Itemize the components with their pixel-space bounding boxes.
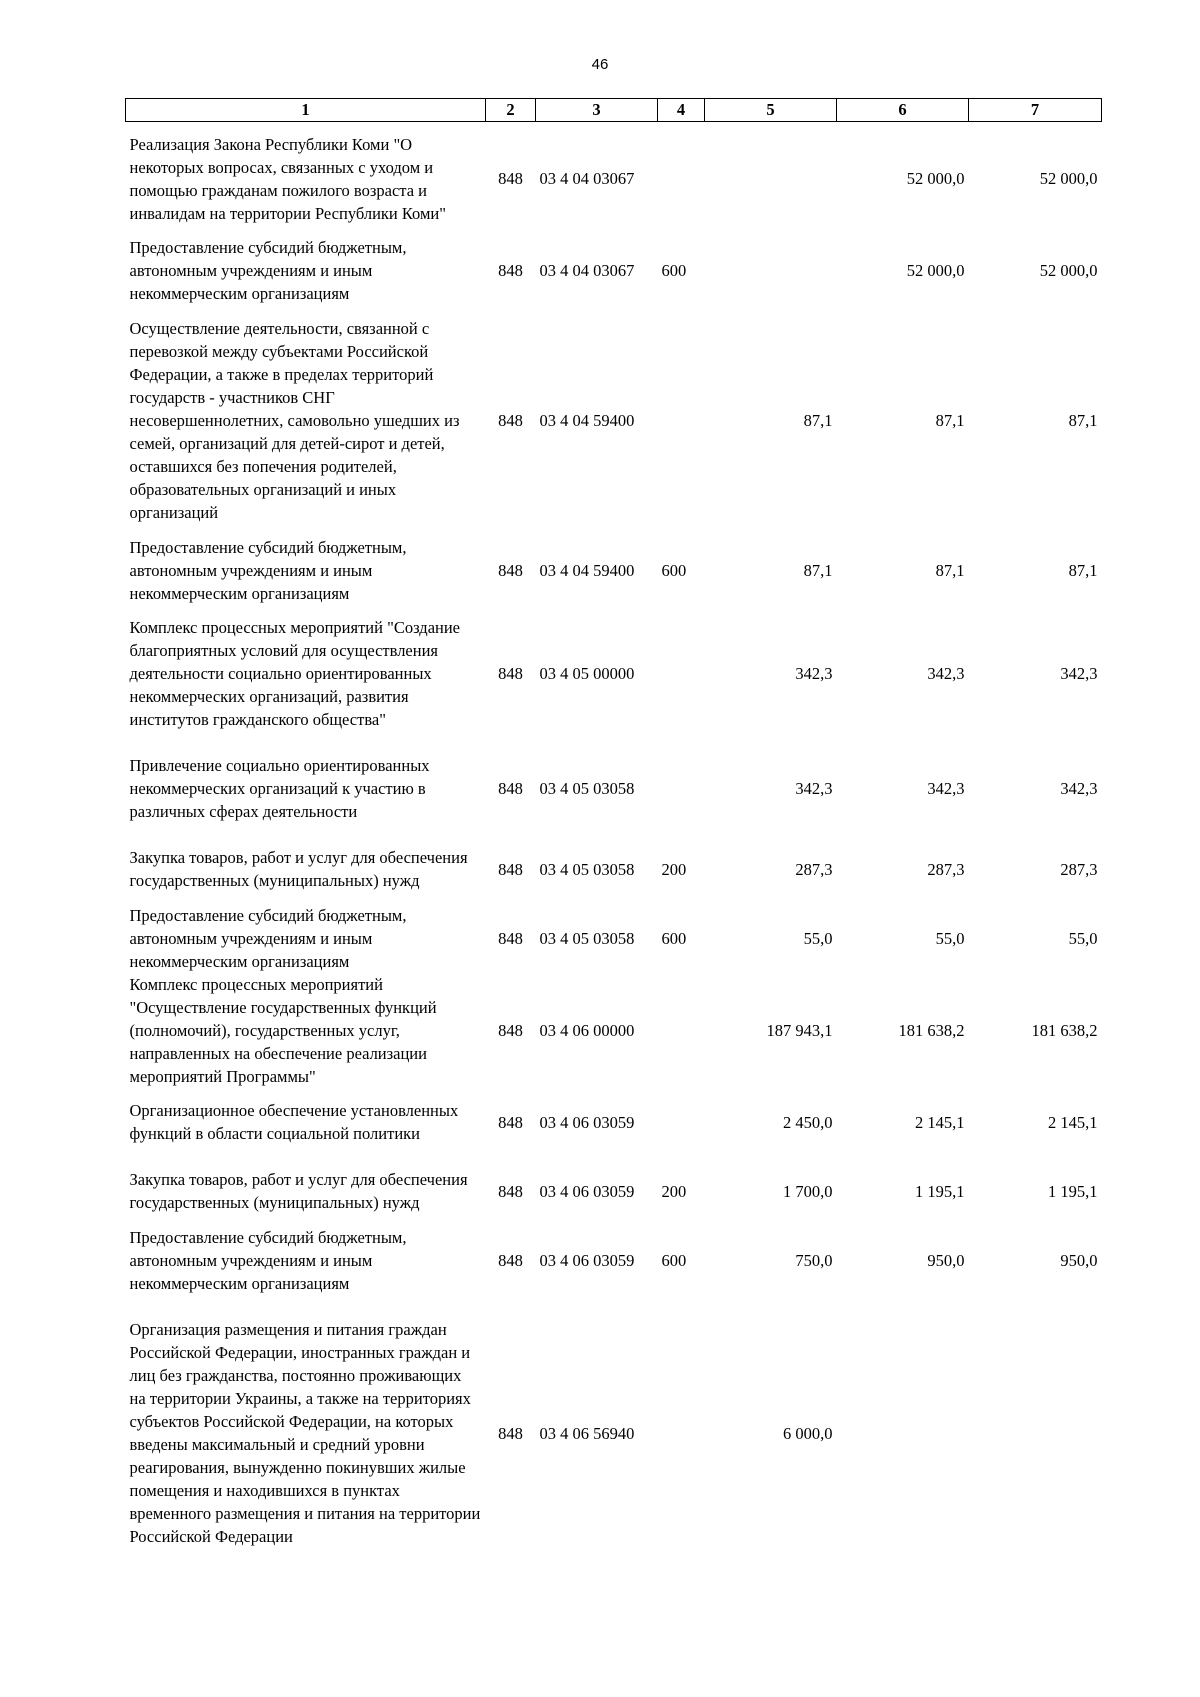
row-value-6: 181 638,2 bbox=[898, 1020, 965, 1040]
row-csr: 03 4 06 56940 bbox=[539, 1423, 635, 1443]
table-row bbox=[126, 1157, 1102, 1226]
row-value-7: 55,0 bbox=[1068, 928, 1098, 948]
table-row bbox=[126, 1088, 1102, 1157]
row-csr: 03 4 04 59400 bbox=[539, 560, 635, 580]
row-value-7: 1 195,1 bbox=[1048, 1181, 1098, 1201]
column-header: 4 bbox=[658, 99, 705, 122]
column-header: 3 bbox=[536, 99, 658, 122]
row-value-7: 950,0 bbox=[1060, 1250, 1098, 1270]
row-ved: 848 bbox=[498, 169, 523, 189]
row-vr bbox=[658, 1295, 705, 1572]
row-value-6: 55,0 bbox=[935, 928, 965, 948]
row-ved: 848 bbox=[498, 1423, 523, 1443]
row-csr: 03 4 06 03059 bbox=[539, 1181, 635, 1201]
row-value-5 bbox=[705, 236, 837, 305]
row-name: Закупка товаров, работ и услуг для обеспечения государственных (муниципальных) нужд bbox=[129, 1170, 468, 1212]
row-ved: 848 bbox=[498, 410, 523, 430]
table-row bbox=[126, 835, 1102, 904]
row-value-7: 342,3 bbox=[1060, 664, 1098, 683]
row-value-6: 87,1 bbox=[935, 560, 965, 580]
row-vr: 600 bbox=[661, 928, 687, 948]
row-vr bbox=[658, 1088, 705, 1157]
table-row bbox=[126, 1226, 1102, 1295]
budget-table bbox=[125, 98, 1102, 1572]
table-row bbox=[126, 536, 1102, 605]
row-ved: 848 bbox=[498, 1020, 523, 1040]
row-value-7: 52 000,0 bbox=[1039, 260, 1098, 280]
row-value-5: 287,3 bbox=[795, 859, 833, 879]
row-value-7 bbox=[969, 1295, 1102, 1572]
row-name: Организационное обеспечение установленных функций в области социальной политики bbox=[129, 1101, 459, 1143]
column-header: 1 bbox=[126, 99, 486, 122]
row-value-5: 87,1 bbox=[803, 560, 833, 580]
row-value-6: 52 000,0 bbox=[906, 169, 965, 189]
row-value-6: 342,3 bbox=[927, 779, 965, 798]
row-name: Предоставление субсидий бюджетным, автономным учреждениям и иным некоммерческим организациям bbox=[129, 905, 407, 971]
row-name: Предоставление субсидий бюджетным, автономным учреждениям и иным некоммерческим организациям bbox=[129, 1227, 407, 1293]
table-row bbox=[126, 236, 1102, 305]
row-value-7: 52 000,0 bbox=[1039, 169, 1098, 189]
row-vr bbox=[658, 973, 705, 1088]
row-value-7: 87,1 bbox=[1068, 410, 1098, 430]
row-csr: 03 4 05 03058 bbox=[539, 859, 635, 879]
row-name: Организация размещения и питания граждан Российской Федерации, иностранных граждан и лиц без гражданства, постоянно проживающих на территории Украины, а также на территориях субъектов Российской Федерации, на которых введены максимальный и средний уровни реагирования, вынужденно покинувших жилые помещения и находившихся в пунктах временного размещения и питания на территории Российской Федерации bbox=[129, 1320, 481, 1546]
row-ved: 848 bbox=[498, 1112, 523, 1132]
table-row bbox=[126, 1295, 1102, 1572]
row-csr: 03 4 04 03067 bbox=[539, 260, 635, 280]
table-row bbox=[126, 305, 1102, 536]
row-value-6: 1 195,1 bbox=[915, 1181, 965, 1201]
row-vr: 600 bbox=[661, 1250, 687, 1270]
row-csr: 03 4 05 03058 bbox=[539, 779, 635, 798]
row-csr: 03 4 06 00000 bbox=[539, 1020, 635, 1040]
row-value-6: 287,3 bbox=[927, 859, 965, 879]
row-value-6: 52 000,0 bbox=[906, 260, 965, 280]
row-value-5: 6 000,0 bbox=[783, 1423, 833, 1443]
row-value-7: 342,3 bbox=[1060, 779, 1098, 798]
row-vr: 600 bbox=[661, 260, 687, 280]
table-row bbox=[126, 605, 1102, 743]
row-name: Закупка товаров, работ и услуг для обеспечения государственных (муниципальных) нужд bbox=[129, 848, 468, 890]
row-ved: 848 bbox=[498, 1250, 523, 1270]
row-ved: 848 bbox=[498, 260, 523, 280]
row-vr bbox=[658, 605, 705, 743]
column-header: 5 bbox=[705, 99, 837, 122]
row-value-6: 950,0 bbox=[927, 1250, 965, 1270]
row-ved: 848 bbox=[498, 859, 523, 879]
table-row bbox=[126, 743, 1102, 835]
row-ved: 848 bbox=[498, 664, 523, 683]
row-vr bbox=[658, 305, 705, 536]
row-ved: 848 bbox=[498, 779, 523, 798]
column-header: 2 bbox=[486, 99, 536, 122]
row-name: Осуществление деятельности, связанной с перевозкой между субъектами Российской Федерации, а также в пределах территорий государств - участников СНГ несовершеннолетних, самовольно ушедших из семей, организаций для детей-сирот и детей, оставшихся без попечения родителей, образовательных организаций и иных организаций bbox=[129, 318, 460, 522]
row-value-5 bbox=[705, 122, 837, 236]
table-row bbox=[126, 122, 1102, 236]
row-value-5: 342,3 bbox=[795, 779, 833, 798]
row-value-5: 342,3 bbox=[795, 664, 833, 683]
row-name: Реализация Закона Республики Коми "О некоторых вопросах, связанных с уходом и помощью гражданам пожилого возраста и инвалидам на территории Республики Коми" bbox=[129, 134, 446, 223]
row-value-5: 187 943,1 bbox=[766, 1020, 833, 1040]
row-value-5: 1 700,0 bbox=[783, 1181, 833, 1201]
row-value-5: 55,0 bbox=[803, 928, 833, 948]
row-value-5: 87,1 bbox=[803, 410, 833, 430]
row-name: Комплекс процессных мероприятий "Осуществление государственных функций (полномочий), государственных услуг, направленных на обеспечение реализации мероприятий Программы" bbox=[129, 974, 437, 1086]
table-body bbox=[126, 122, 1102, 1572]
row-value-5: 2 450,0 bbox=[783, 1112, 833, 1132]
row-name: Предоставление субсидий бюджетным, автономным учреждениям и иным некоммерческим организациям bbox=[129, 237, 407, 303]
row-name: Привлечение социально ориентированных некоммерческих организаций к участию в различных сферах деятельности bbox=[129, 756, 430, 821]
row-vr: 200 bbox=[661, 1181, 687, 1201]
table-row bbox=[126, 904, 1102, 973]
row-name: Предоставление субсидий бюджетным, автономным учреждениям и иным некоммерческим организациям bbox=[129, 537, 407, 603]
column-header: 6 bbox=[837, 99, 969, 122]
row-ved: 848 bbox=[498, 560, 523, 580]
row-value-6: 342,3 bbox=[927, 664, 965, 683]
row-csr: 03 4 06 03059 bbox=[539, 1250, 635, 1270]
row-vr bbox=[658, 743, 705, 835]
row-value-5: 750,0 bbox=[795, 1250, 833, 1270]
row-vr: 200 bbox=[661, 859, 687, 879]
table-header bbox=[126, 99, 1102, 122]
row-value-7: 2 145,1 bbox=[1048, 1112, 1098, 1132]
row-ved: 848 bbox=[498, 1181, 523, 1201]
row-csr: 03 4 06 03059 bbox=[539, 1112, 635, 1132]
row-value-6 bbox=[837, 1295, 969, 1572]
row-csr: 03 4 05 00000 bbox=[539, 664, 635, 683]
column-header: 7 bbox=[969, 99, 1102, 122]
row-value-6: 87,1 bbox=[935, 410, 965, 430]
row-value-7: 287,3 bbox=[1060, 859, 1098, 879]
row-csr: 03 4 04 59400 bbox=[539, 410, 635, 430]
row-value-7: 87,1 bbox=[1068, 560, 1098, 580]
row-value-6: 2 145,1 bbox=[915, 1112, 965, 1132]
table-row bbox=[126, 973, 1102, 1088]
row-csr: 03 4 04 03067 bbox=[539, 169, 635, 189]
page-number: 46 bbox=[591, 56, 609, 73]
row-value-7: 181 638,2 bbox=[1031, 1020, 1098, 1040]
row-vr bbox=[658, 122, 705, 236]
row-vr: 600 bbox=[661, 560, 687, 580]
row-ved: 848 bbox=[498, 928, 523, 948]
row-name: Комплекс процессных мероприятий "Создание благоприятных условий для осуществления деятельности социально ориентированных некоммерческих организаций, развития институтов гражданского общества" bbox=[129, 618, 461, 729]
row-csr: 03 4 05 03058 bbox=[539, 928, 635, 948]
